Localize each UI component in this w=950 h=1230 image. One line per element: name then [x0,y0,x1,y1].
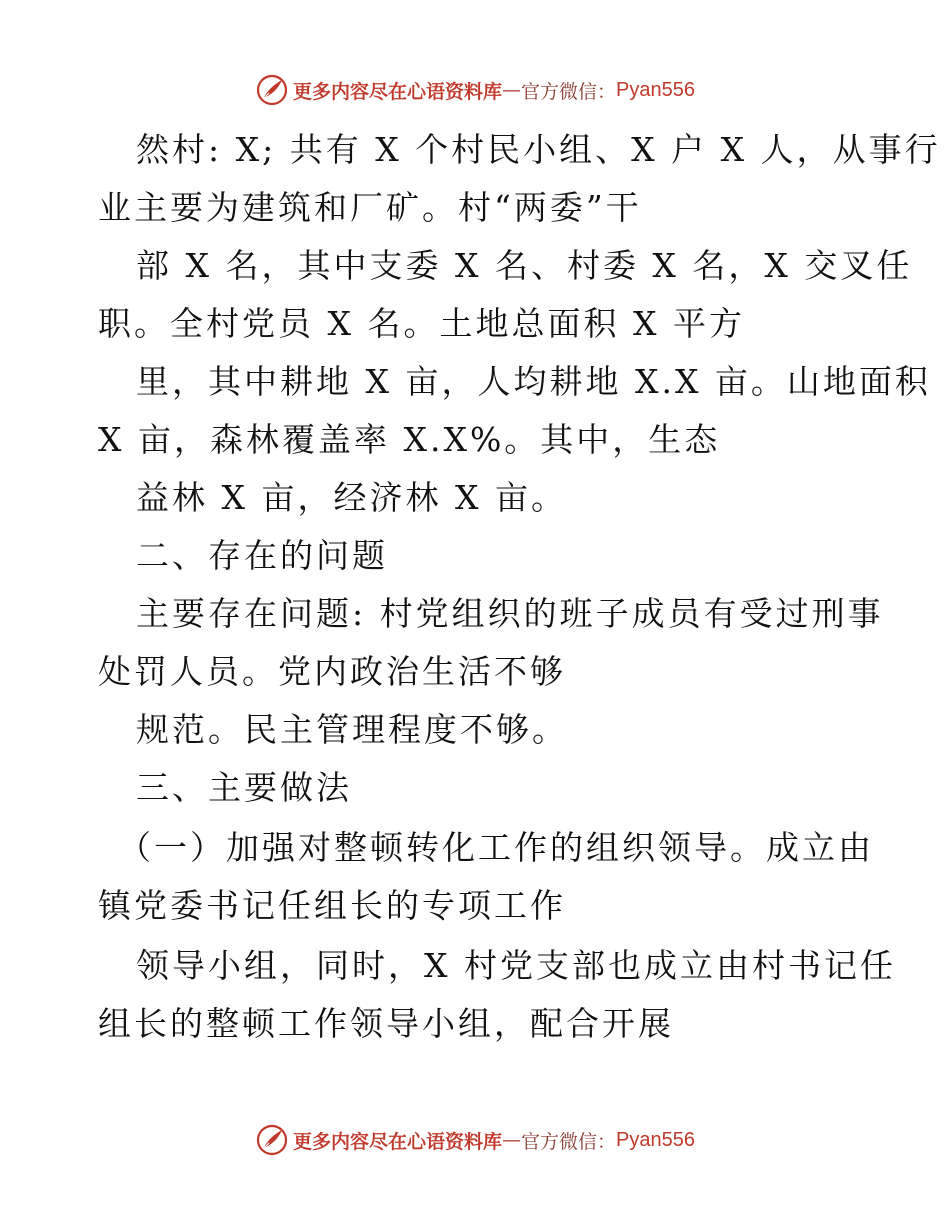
body-line: 处罚人员。党内政治生活不够 [98,652,566,691]
body-line: 组长的整顿工作领导小组，配合开展 [98,1004,674,1043]
body-line: （一）加强对整顿转化工作的组织领导。成立由 [118,828,874,867]
body-line: 业主要为建筑和厂矿。村“两委”干 [98,188,642,227]
banner-wechat-id: Pyan556 [616,1128,695,1151]
body-line: 职。全村党员 X 名。土地总面积 X 平方 [98,304,745,343]
body-line: 然村: X; 共有 X 个村民小组、X 户 X 人，从事行 [136,130,941,169]
section-heading: 三、主要做法 [136,768,352,807]
header-banner [0,70,950,110]
body-line: X 亩，森林覆盖率 X.X%。其中，生态 [98,420,721,459]
body-line: 规范。民主管理程度不够。 [136,710,568,749]
body-line: 主要存在问题: 村党组织的班子成员有受过刑事 [136,594,884,633]
banner-official-label: 官方微信： [521,80,617,103]
body-line: 镇党委书记任组长的专项工作 [98,886,566,925]
banner-dash: — [502,79,522,101]
section-heading: 二、存在的问题 [136,536,388,575]
banner-official-label: 官方微信： [521,1130,617,1153]
body-line: 里，其中耕地 X 亩，人均耕地 X.X 亩。山地面积 [136,362,931,401]
body-line: 部 X 名，其中支委 X 名、村委 X 名，X 交叉任 [136,246,913,285]
body-line: 领导小组，同时，X 村党支部也成立由村书记任 [136,946,896,985]
banner-text: 更多内容尽在心语资料库 [293,1130,503,1153]
banner-wechat-id: Pyan556 [616,78,695,101]
body-line: 益林 X 亩，经济林 X 亩。 [136,478,567,517]
banner-dash: — [502,1129,522,1151]
quill-logo-icon [255,73,289,107]
quill-logo-icon [255,1123,289,1157]
banner-text: 更多内容尽在心语资料库 [293,80,503,103]
footer-banner [0,1120,950,1160]
